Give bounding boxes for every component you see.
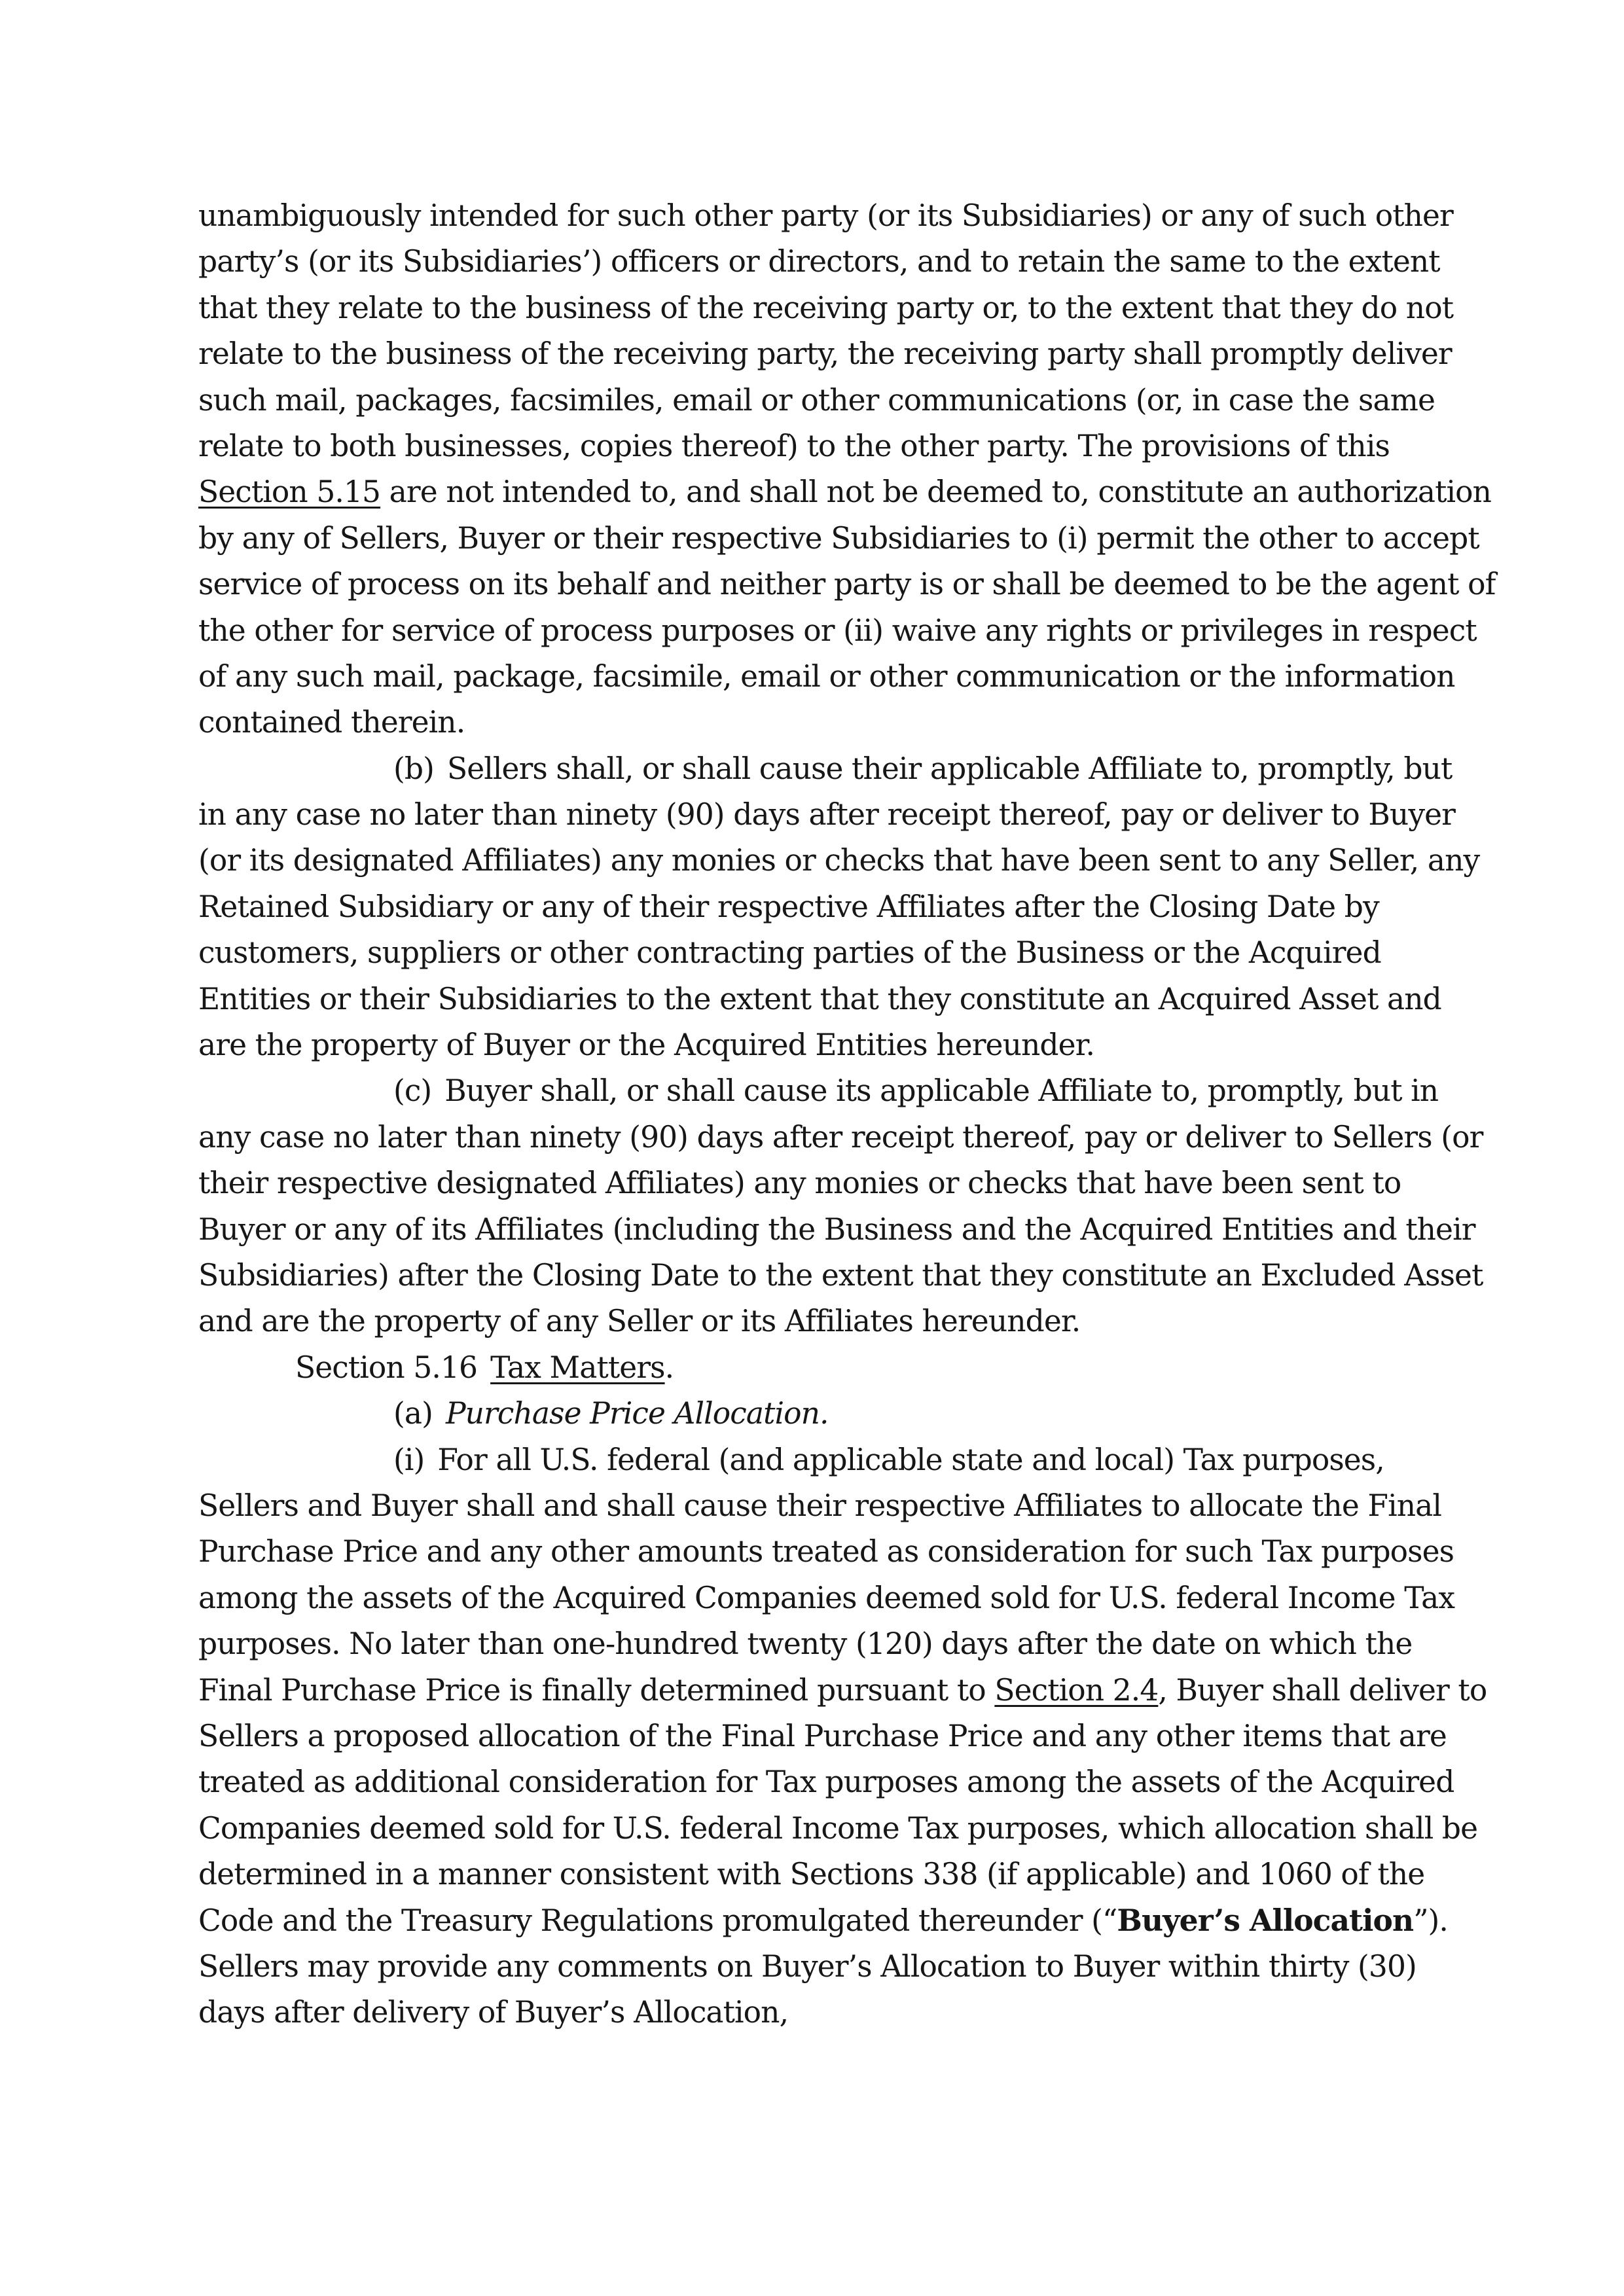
section-heading [198,1345,1442,1391]
text-line: Sellers a proposed allocation of the Final Purchase Price and any other items that are [198,1718,1447,1753]
text-fragment: , Buyer shall deliver to [1158,1672,1487,1708]
subsection-title: Purchase Price Allocation. [445,1396,829,1431]
defined-term: Buyer’s Allocation [1117,1903,1414,1939]
text-line: Buyer or any of its Affiliates (including the Business and the Acquired Entities and their [198,1211,1475,1247]
text-line: relate to both businesses, copies thereof) to the other party. The provisions of this [198,428,1390,463]
section-reference-link: Section 2.4 [994,1672,1159,1708]
text-line: in any case no later than ninety (90) days after receipt thereof, pay or deliver to Buyer [198,797,1456,833]
subsection-label: (a) [393,1396,433,1431]
clause-label: (i) [393,1442,425,1477]
text-line: Sellers may provide any comments on Buyer’s Allocation to Buyer within thirty (30) [198,1948,1416,1984]
subsection-heading [198,1391,1442,1437]
section-title-period: . [664,1350,674,1385]
text-line: customers, suppliers or other contracting parties of the Business or the Acquired [198,935,1381,971]
text-line: determined in a manner consistent with Sections 338 (if applicable) and 1060 of the [198,1857,1425,1892]
text-line: Subsidiaries) after the Closing Date to the extent that they constitute an Excluded Asset [198,1257,1483,1293]
text-line: Sellers and Buyer shall and shall cause their respective Affiliates to allocate the Final [198,1488,1442,1523]
text-line: Companies deemed sold for U.S. federal Income Tax purposes, which allocation shall be [198,1810,1478,1846]
text-line: relate to the business of the receiving party, the receiving party shall promptly deliver [198,336,1452,372]
text-line [198,469,1492,515]
text-line: among the assets of the Acquired Companies deemed sold for U.S. federal Income Tax [198,1580,1455,1615]
text-line: are the property of Buyer or the Acquired Entities hereunder. [198,1028,1095,1063]
text-line: (or its designated Affiliates) any monies or checks that have been sent to any Seller, any [198,843,1480,878]
text-fragment: ”). [1413,1903,1448,1939]
text-line: by any of Sellers, Buyer or their respective Subsidiaries to (i) permit the other to accept [198,520,1479,556]
text-line: purposes. No later than one-hundred twenty (120) days after the date on which the [198,1626,1413,1662]
text-line [198,1897,1448,1943]
text-line: contained therein. [198,705,465,740]
text-fragment: Sellers shall, or shall cause their applicable Affiliate to, promptly, but [446,751,1453,786]
text-line [198,1668,1487,1713]
text-line: Retained Subsidiary or any of their respective Affiliates after the Closing Date by [198,889,1379,924]
text-fragment: For all U.S. federal (and applicable state and local) Tax purposes, [437,1442,1384,1477]
section-reference-link: Section 5.15 [198,475,381,510]
text-line: treated as additional consideration for Tax purposes among the assets of the Acquired [198,1765,1454,1800]
text-line: service of process on its behalf and neither party is or shall be deemed to be the agent of [198,567,1496,602]
paragraph-label: (b) [393,751,434,786]
text-line: their respective designated Affiliates) any monies or checks that have been sent to [198,1166,1401,1201]
text-fragment: Final Purchase Price is finally determined pursuant to [198,1672,995,1708]
paragraph-label: (c) [393,1073,432,1109]
text-line: Entities or their Subsidiaries to the extent that they constitute an Acquired Asset and [198,981,1441,1016]
text-line: of any such mail, package, facsimile, email or other communication or the information [198,658,1455,694]
section-number: Section 5.16 [295,1350,478,1385]
text-line: Purchase Price and any other amounts treated as consideration for such Tax purposes [198,1534,1454,1570]
text-line: party’s (or its Subsidiaries’) officers or directors, and to retain the same to the extent [198,244,1440,279]
text-fragment: are not intended to, and shall not be deemed to, constitute an authorization [380,475,1492,510]
clause-i-first-line [198,1437,1442,1483]
text-line: any case no later than ninety (90) days after receipt thereof, pay or deliver to Sellers (or [198,1119,1483,1155]
text-line: such mail, packages, facsimiles, email or other communications (or, in case the same [198,382,1435,418]
paragraph-c-first-line [198,1068,1442,1114]
text-line: unambiguously intended for such other party (or its Subsidiaries) or any of such other [198,198,1453,233]
text-line: the other for service of process purposes or (ii) waive any rights or privileges in respect [198,613,1477,648]
text-line: and are the property of any Seller or its Affiliates hereunder. [198,1304,1081,1339]
text-fragment: Code and the Treasury Regulations promulgated thereunder (“ [198,1903,1117,1939]
text-line: that they relate to the business of the receiving party or, to the extent that they do not [198,290,1454,325]
text-line: days after delivery of Buyer’s Allocation, [198,1995,789,2030]
section-title: Tax Matters [490,1350,665,1385]
paragraph-b-first-line [198,746,1453,792]
document-body [198,193,1496,2036]
text-fragment: Buyer shall, or shall cause its applicable Affiliate to, promptly, but in [444,1073,1439,1109]
